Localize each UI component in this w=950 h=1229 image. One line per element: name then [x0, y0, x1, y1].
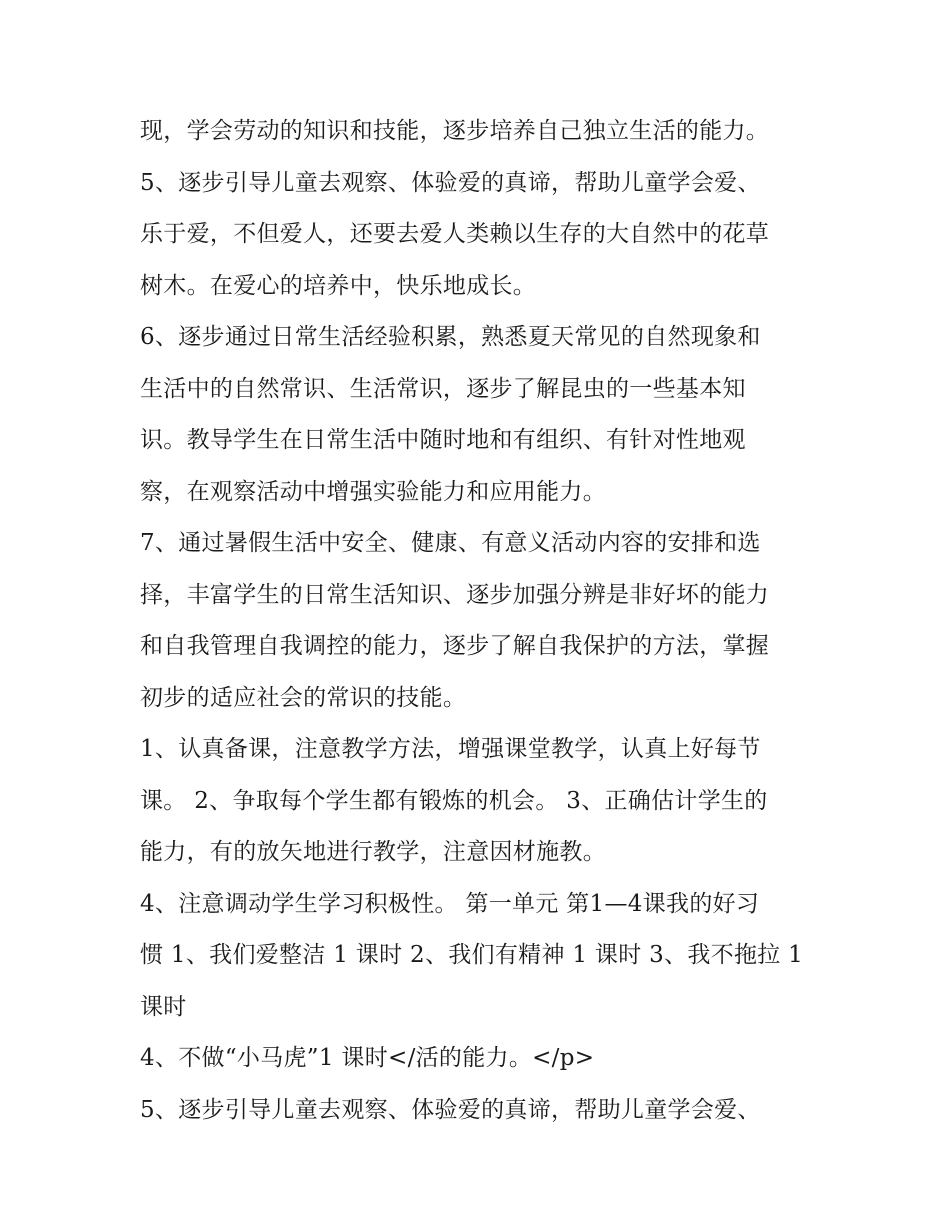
- text-line: 5、逐步引导儿童去观察、体验爱的真谛，帮助儿童学会爱、: [140, 169, 761, 196]
- text-line: 4、注意调动学生学习积极性。 第一单元 第1—4课我的好习: [140, 890, 760, 917]
- document-body: [140, 106, 820, 1136]
- text-line: 惯 1、我们爱整洁 1 课时 2、我们有精神 1 课时 3、我不拖拉 1: [140, 942, 804, 968]
- text-line: 7、通过暑假生活中安全、健康、有意义活动内容的安排和选: [140, 530, 761, 556]
- text-line: 生活中的自然常识、生活常识，逐步了解昆虫的一些基本知: [140, 375, 746, 402]
- text-line: 1、认真备课，注意教学方法，增强课堂教学，认真上好每节: [140, 736, 761, 762]
- text-line: 5、逐步引导儿童去观察、体验爱的真谛，帮助儿童学会爱、: [140, 1096, 761, 1123]
- text-line: 4、不做“小马虎”1 课时</活的能力。</p>: [140, 1045, 595, 1071]
- text-line: 课。 2、争取每个学生都有锻炼的机会。 3、正确估计学生的: [140, 787, 768, 814]
- text-line: 6、逐步通过日常生活经验积累，熟悉夏天常见的自然现象和: [140, 324, 761, 350]
- text-line: 初步的适应社会的常识的技能。: [140, 684, 467, 711]
- text-line: 和自我管理自我调控的能力，逐步了解自我保护的方法，掌握: [140, 633, 770, 659]
- text-line: 课时: [140, 993, 187, 1020]
- text-line: 择，丰富学生的日常生活知识、逐步加强分辨是非好坏的能力: [140, 581, 770, 608]
- text-line: 识。教导学生在日常生活中随时地和有组织、有针对性地观: [140, 427, 746, 453]
- text-line: 乐于爱，不但爱人，还要去爱人类赖以生存的大自然中的花草: [140, 221, 770, 247]
- text-line: 察，在观察活动中增强实验能力和应用能力。: [140, 478, 606, 505]
- text-line: 树木。在爱心的培养中，快乐地成长。: [140, 272, 537, 299]
- text-line: 能力，有的放矢地进行教学，注意因材施教。: [140, 839, 606, 865]
- text-line: 现，学会劳动的知识和技能，逐步培养自己独立生活的能力。: [140, 118, 770, 144]
